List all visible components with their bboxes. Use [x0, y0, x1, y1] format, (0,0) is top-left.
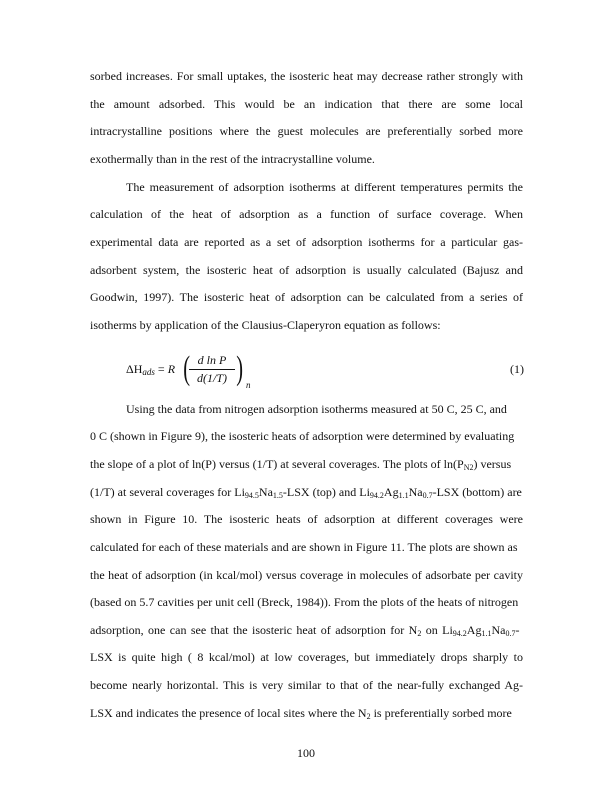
page-number: 100 — [297, 746, 315, 760]
subscript: 1.1 — [481, 629, 492, 638]
right-paren: ) — [236, 350, 244, 387]
text-line: adsorbent system, the isosteric heat of adsorption is usually calculated (Bajusz and — [90, 263, 523, 277]
fraction — [189, 352, 235, 387]
delta-h: ΔH — [126, 362, 143, 376]
text-span: LSX and indicates the presence of local sites where the N — [90, 706, 367, 720]
text-line — [90, 485, 523, 499]
text-line: the amount adsorbed. This would be an indication that there are some local — [90, 97, 523, 111]
text-line: Goodwin, 1997). The isosteric heat of adsorption can be calculated from a series of — [90, 290, 523, 304]
subscript: 94.2 — [369, 491, 384, 500]
text-span: Ag — [383, 485, 399, 499]
text-span: -LSX (top) and Li — [282, 485, 370, 499]
text-line: isotherms by application of the Clausius-Claperyron equation as follows: — [90, 318, 441, 332]
subscript-ads: ads — [142, 367, 155, 377]
text-span: Na — [491, 623, 506, 637]
text-line: Using the data from nitrogen adsorption isotherms measured at 50 C, 25 C, and — [126, 402, 507, 416]
equals-sign: = — [154, 362, 168, 376]
subscript: 1.1 — [398, 491, 409, 500]
numerator: d ln P — [189, 352, 235, 370]
text-span: Na — [408, 485, 423, 499]
text-span: on Li — [421, 623, 453, 637]
text-span: Na — [258, 485, 273, 499]
subscript: 0.7 — [422, 491, 433, 500]
text-line — [90, 623, 523, 637]
text-line: LSX is quite high ( 8 kcal/mol) at low coverages, but immediately drops sharply to — [90, 650, 523, 664]
subscript-n: n — [246, 380, 251, 390]
text-line: experimental data are reported as a set of adsorption isotherms for a particular gas- — [90, 235, 523, 249]
subscript: N2 — [463, 463, 474, 472]
text-line: shown in Figure 10. The isosteric heats of adsorption at different coverages were — [90, 512, 523, 526]
subscript: 1.5 — [272, 491, 283, 500]
subscript: 0.7 — [505, 629, 516, 638]
subscript: 2 — [366, 712, 371, 721]
text-line: The measurement of adsorption isotherms at different temperatures permits the — [126, 180, 523, 194]
text-line — [90, 706, 523, 720]
text-line: 0 C (shown in Figure 9), the isosteric heats of adsorption were determined by evaluating — [90, 429, 515, 443]
text-span: the slope of a plot of ln(P) versus (1/T) at several coverages. The plots of ln(P — [90, 457, 464, 471]
text-span: adsorption, one can see that the isosteric heat of adsorption for N — [90, 623, 418, 637]
text-line: (based on 5.7 cavities per unit cell (Breck, 1984)). From the plots of the heats of nitrogen — [90, 595, 519, 609]
text-line — [90, 457, 523, 471]
text-line: intracrystalline positions where the guest molecules are preferentially sorbed more — [90, 124, 523, 138]
subscript: 94.2 — [452, 629, 467, 638]
text-line: calculated for each of these materials and are shown in Figure 11. The plots are shown as — [90, 540, 518, 554]
text-span: -LSX (bottom) are — [432, 485, 522, 499]
text-line: sorbed increases. For small uptakes, the isosteric heat may decrease rather strongly with — [90, 69, 523, 83]
text-line: calculation of the heat of adsorption as a function of surface coverage. When — [90, 207, 523, 221]
gas-constant: R — [167, 362, 176, 376]
text-span: - — [515, 623, 520, 637]
denominator: d(1/T) — [197, 371, 227, 385]
equation-number: (1) — [510, 362, 524, 376]
text-line: exothermally than in the rest of the intracrystalline volume. — [90, 152, 375, 166]
subscript: 2 — [417, 629, 422, 638]
left-paren: ( — [183, 350, 191, 387]
subscript: 94.5 — [244, 491, 259, 500]
equation-lhs — [126, 362, 175, 377]
text-span: is preferentially sorbed more — [370, 706, 512, 720]
text-span: Ag — [466, 623, 482, 637]
text-line: become nearly horizontal. This is very similar to that of the near-fully exchanged Ag- — [90, 678, 523, 692]
text-span: (1/T) at several coverages for Li — [90, 485, 245, 499]
text-line: the heat of adsorption (in kcal/mol) versus coverage in molecules of adsorbate per cavity — [90, 568, 523, 582]
text-span: ) versus — [473, 457, 512, 471]
